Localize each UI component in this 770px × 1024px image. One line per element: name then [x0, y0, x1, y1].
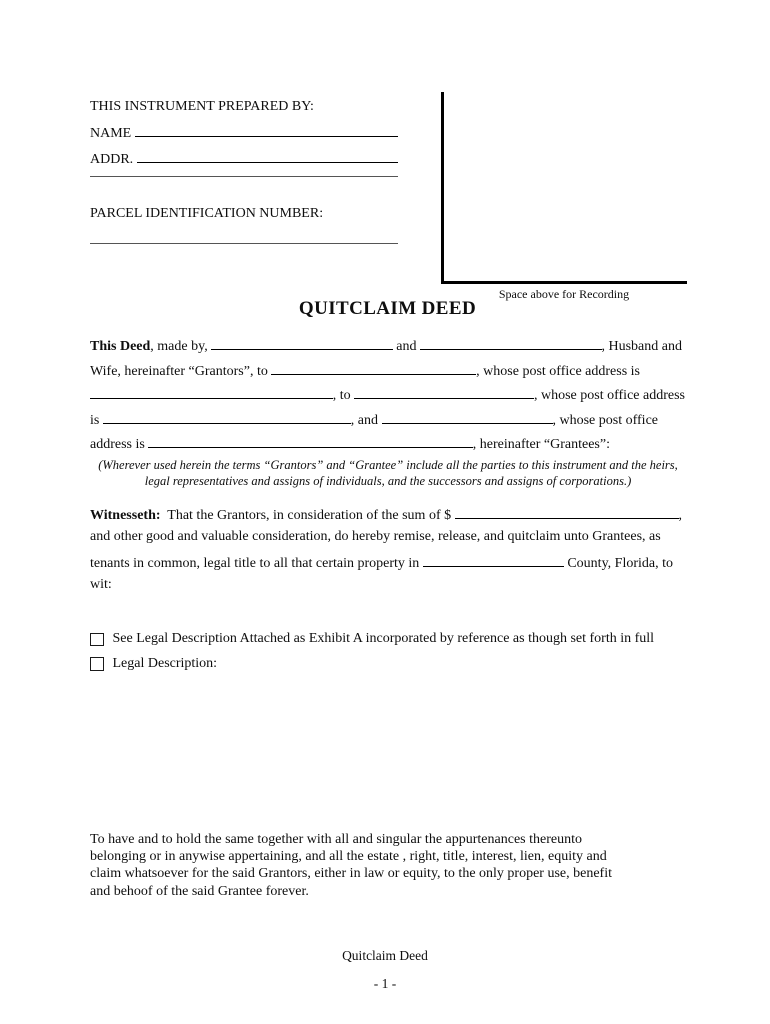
deed-line-4 [90, 410, 658, 435]
deed-line-3 [90, 385, 685, 410]
prepared-by-title: THIS INSTRUMENT PREPARED BY: [90, 99, 314, 114]
deed-line-1 [90, 336, 682, 361]
witnesseth-line-2: and other good and valuable consideration, do hereby remise, release, and quitclaim unto Grantees, as [90, 529, 661, 544]
deed-text: , and [350, 412, 382, 428]
habendum-line-1: To have and to hold the same together with all and singular the appurtenances thereunto [90, 832, 582, 847]
grantee1-name-blank[interactable] [271, 361, 476, 375]
witnesseth-text: tenants in common, legal title to all that certain property in [90, 556, 423, 571]
footer-page-number: - 1 - [373, 976, 397, 991]
name-label: NAME [90, 126, 135, 141]
grantee2-name-blank[interactable] [354, 385, 534, 399]
deed-text: , whose post office address [534, 388, 685, 403]
witnesseth-text: County, Florida, to [563, 556, 673, 571]
deed-text: , to [332, 388, 355, 403]
deed-text: , whose post office [552, 412, 658, 428]
deed-text: , Husband and [601, 339, 682, 354]
footer-doc-title: Quitclaim Deed [342, 948, 428, 963]
legal-description-row [90, 652, 654, 677]
deed-text: is [90, 412, 103, 428]
preparer-addr2-line[interactable] [90, 163, 398, 177]
notice-line-2: legal representatives and assigns of individuals, and the successors and assigns of corporations.) [144, 473, 632, 488]
deed-line-5 [90, 434, 610, 459]
recording-space-box [441, 92, 687, 284]
habendum-paragraph [90, 831, 612, 900]
witnesseth-label: Witnesseth: [90, 508, 161, 523]
witnesseth-text: , [678, 508, 682, 523]
deed-text: Wife, hereinafter “Grantors”, to [90, 363, 272, 379]
deed-paragraph [90, 336, 685, 459]
preparer-name-blank[interactable] [135, 123, 398, 137]
witnesseth-text: That the Grantors, in consideration of the sum of $ [160, 508, 455, 523]
notice-line-1: (Wherever used herein the terms “Grantors” and “Grantee” include all the parties to this instrument and the heirs, [98, 458, 678, 472]
habendum-line-3: claim whatsoever for the said Grantors, either in law or equity, to the only proper use, benefit [90, 866, 612, 882]
exhibit-a-label: See Legal Description Attached as Exhibit A incorporated by reference as though set forth in full [112, 631, 655, 647]
deed-text: address is [90, 437, 149, 452]
page-title: QUITCLAIM DEED [298, 298, 477, 319]
exhibit-a-checkbox[interactable] [90, 633, 104, 647]
deed-text: and [392, 339, 420, 354]
legal-description-checkbox[interactable] [90, 657, 104, 671]
grantee2-address-blank[interactable] [103, 410, 351, 424]
consideration-sum-blank[interactable] [455, 505, 679, 519]
witnesseth-paragraph [90, 505, 682, 601]
county-blank[interactable] [423, 553, 564, 567]
habendum-line-2: belonging or in anywise appertaining, and all the estate , right, title, interest, lien, equity and [90, 849, 607, 865]
definitions-notice [90, 458, 686, 489]
preparer-name-row [90, 123, 398, 142]
deed-text: , whose post office address is [476, 363, 640, 379]
grantor1-name-blank[interactable] [211, 336, 393, 350]
exhibit-a-row [90, 627, 654, 652]
parcel-id-title: PARCEL IDENTIFICATION NUMBER: [90, 206, 324, 221]
witnesseth-line-3 [90, 553, 673, 577]
recording-caption: Space above for Recording [498, 287, 630, 301]
legal-description-options [90, 627, 654, 676]
witnesseth-line-1 [90, 505, 682, 529]
parcel-id-line[interactable] [90, 230, 398, 244]
deed-line-2 [90, 361, 640, 386]
habendum-line-4: and behoof of the said Grantee forever. [90, 883, 309, 899]
addr-label: ADDR. [90, 152, 137, 167]
grantee1-address-blank[interactable] [90, 385, 333, 399]
grantee3-name-blank[interactable] [382, 410, 553, 424]
grantee3-address-blank[interactable] [148, 434, 472, 448]
preparer-addr-blank[interactable] [137, 149, 398, 163]
deed-text: , hereinafter “Grantees”: [472, 437, 610, 452]
witnesseth-line-4: wit: [90, 577, 112, 592]
grantor2-name-blank[interactable] [420, 336, 602, 350]
deed-text: , made by, [150, 339, 212, 354]
legal-description-label: Legal Description: [112, 655, 218, 671]
this-deed-label: This Deed [90, 339, 151, 354]
